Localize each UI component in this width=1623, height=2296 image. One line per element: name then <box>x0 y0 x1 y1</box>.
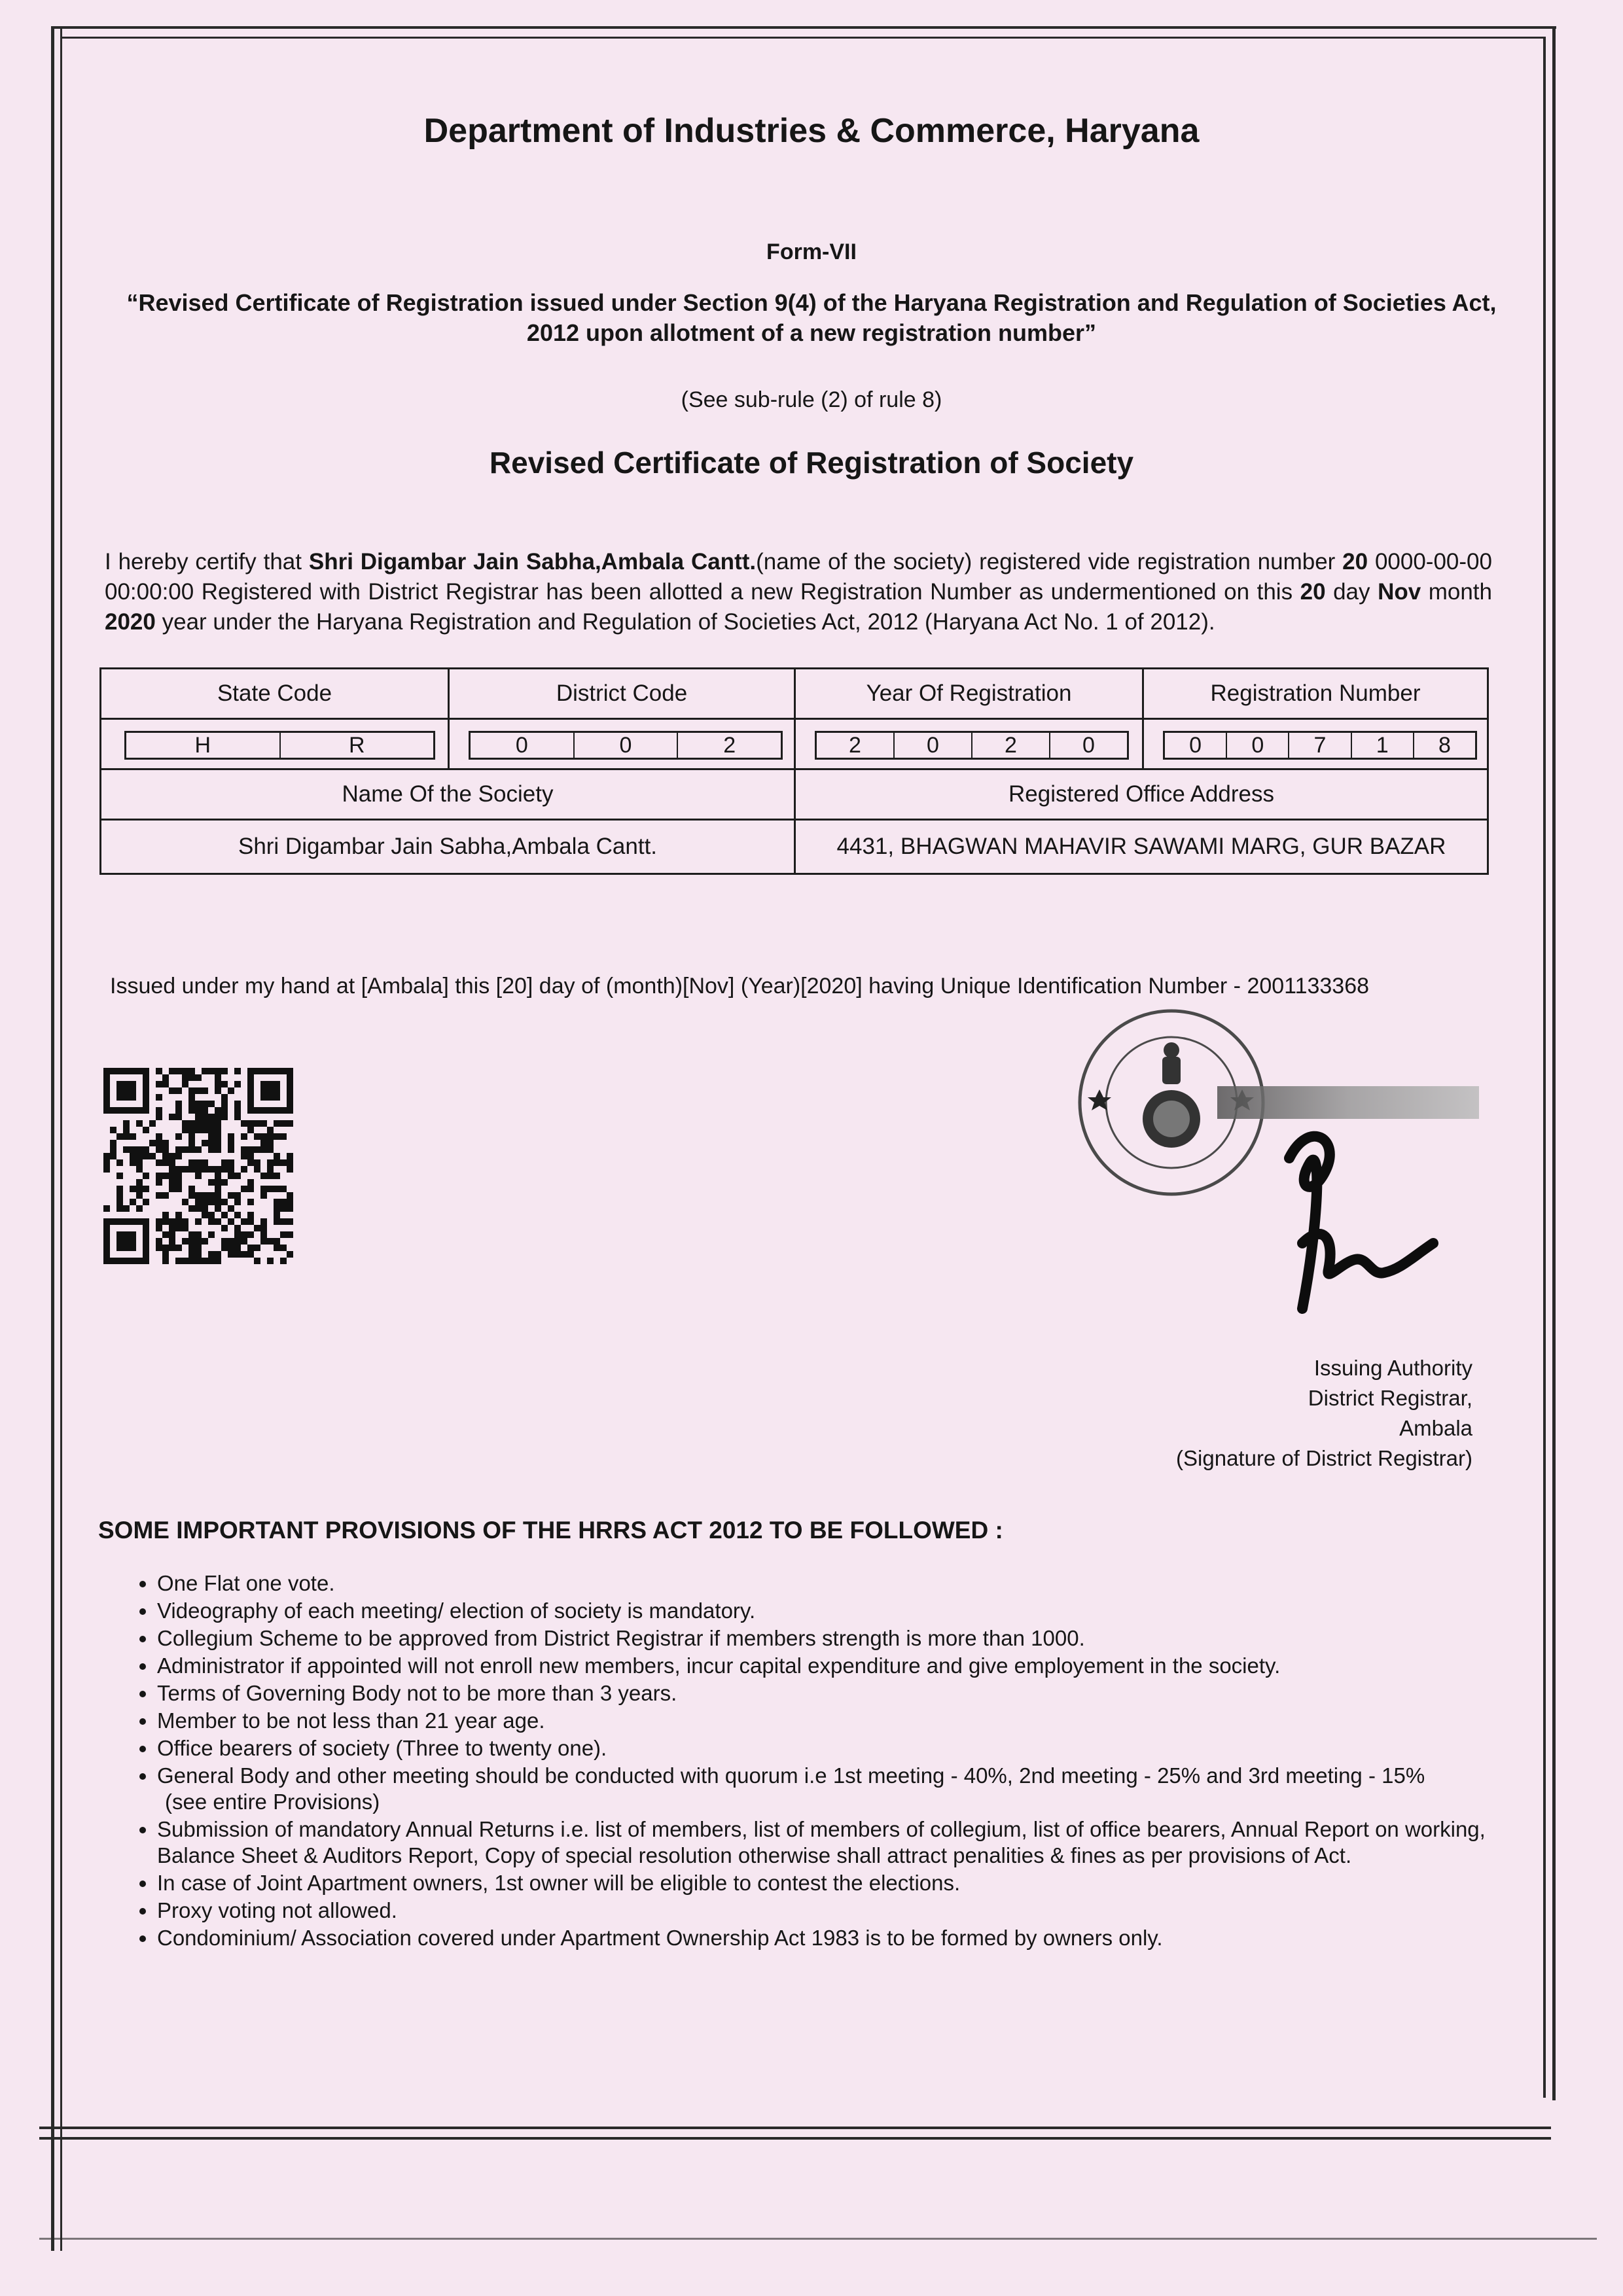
signature <box>1263 1112 1446 1322</box>
issued-statement: Issued under my hand at [Ambala] this [20] day of (month)[Nov] (Year)[2020] having Unique Identification Number - 2001133368 <box>110 974 1370 998</box>
provision-item: • Proxy voting not allowed. <box>157 1898 1499 1924</box>
year-boxes <box>815 731 1129 760</box>
state-code-boxes <box>124 731 435 760</box>
registration-number-header: Registration Number <box>1142 667 1489 720</box>
authority-line-4: (Signature of District Registrar) <box>1176 1446 1472 1470</box>
certify-text-suffix: year under the Haryana Registration and Regulation of Societies Act, 2012 (Haryana Act No. 1 of 2012). <box>155 609 1215 635</box>
office-address-header: Registered Office Address <box>794 768 1489 821</box>
registration-number-digit: 8 <box>1438 732 1451 758</box>
provision-item <box>157 1763 1499 1815</box>
authority-line-3: Ambala <box>1399 1416 1472 1440</box>
right-border-outer <box>1552 26 1556 2100</box>
provision-item-text: General Body and other meeting should be conducted with quorum i.e 1st meeting - 40%, 2nd meeting - 25% and 3rd meeting - 15% <box>157 1763 1425 1788</box>
registration-number-digit: 0 <box>1227 733 1289 758</box>
year-digit: 2 <box>972 733 1050 758</box>
left-border-inner <box>60 26 62 2251</box>
registration-number-digit: 0 <box>1165 733 1227 758</box>
provisions-title: SOME IMPORTANT PROVISIONS OF THE HRRS ACT 2012 TO BE FOLLOWED : <box>98 1517 1003 1544</box>
top-border-inner <box>60 37 1546 39</box>
year-of-registration-header: Year Of Registration <box>794 667 1144 720</box>
registration-number-digit: 7 <box>1289 733 1351 758</box>
office-address-value: 4431, BHAGWAN MAHAVIR SAWAMI MARG, GUR BAZAR <box>794 819 1489 875</box>
certify-year: 2020 <box>105 609 156 635</box>
bottom-border-outer <box>39 2137 1551 2140</box>
right-border-inner <box>1543 37 1546 2098</box>
provision-item: • One Flat one vote. <box>157 1570 1499 1597</box>
certify-month: Nov <box>1378 579 1421 605</box>
certify-text-mid1: (name of the society) registered vide registration number <box>756 549 1343 574</box>
certificate-caption: “Revised Certificate of Registration issued under Section 9(4) of the Haryana Registration and Regulation of Societies Act, 2012 upon allotment of a new registration number” <box>126 289 1497 346</box>
society-name-value: Shri Digambar Jain Sabha,Ambala Cantt. <box>99 819 796 875</box>
year-digit: 0 <box>1082 732 1095 758</box>
certify-text-mid4: month <box>1421 579 1492 605</box>
registration-number-digit: 1 <box>1352 733 1414 758</box>
provision-item: • Condominium/ Association covered under Apartment Ownership Act 1983 is to be formed by owners only. <box>157 1925 1499 1951</box>
certify-day: 20 <box>1300 579 1326 605</box>
bottom-scan-line <box>39 2238 1597 2240</box>
certification-paragraph <box>105 547 1492 637</box>
certify-society-name: Shri Digambar Jain Sabha,Ambala Cantt. <box>308 549 757 574</box>
district-code-digit: 0 <box>471 733 575 758</box>
left-border-outer <box>51 26 54 2251</box>
provision-item: • Videography of each meeting/ election of society is mandatory. <box>157 1598 1499 1624</box>
state-code-digit: H <box>126 733 281 758</box>
provision-item: • Terms of Governing Body not to be more than 3 years. <box>157 1680 1499 1706</box>
year-digit: 0 <box>895 733 972 758</box>
qr-code <box>103 1068 293 1264</box>
state-code-header: State Code <box>99 667 450 720</box>
district-code-digit: 2 <box>723 732 736 758</box>
issuing-authority-block <box>1176 1353 1472 1474</box>
department-title: Department of Industries & Commerce, Haryana <box>423 112 1200 150</box>
district-code-boxes <box>469 731 783 760</box>
certify-text-mid2: 0000-00-00 00:00:00 Registered with District Registrar has been allotted a new Registration Number as undermentioned on this <box>105 549 1492 605</box>
state-code-digit: R <box>348 732 365 758</box>
district-registrar-seal <box>1073 985 1270 1260</box>
certify-text-mid3: day <box>1325 579 1378 605</box>
provisions-note: (see entire Provisions) <box>165 1790 380 1814</box>
provision-item: • Member to be not less than 21 year age. <box>157 1708 1499 1734</box>
district-code-header: District Code <box>448 667 796 720</box>
certificate-title: Revised Certificate of Registration of Society <box>489 446 1134 480</box>
society-name-header: Name Of the Society <box>99 768 796 821</box>
certify-old-reg-number: 20 <box>1342 549 1368 574</box>
district-code-digit: 0 <box>575 733 679 758</box>
provision-item: • In case of Joint Apartment owners, 1st owner will be eligible to contest the elections. <box>157 1870 1499 1896</box>
provisions-list <box>137 1570 1499 1952</box>
authority-line-1: Issuing Authority <box>1313 1356 1472 1380</box>
registration-number-boxes <box>1163 731 1477 760</box>
form-number: Form-VII <box>766 239 857 264</box>
year-digit: 2 <box>817 733 895 758</box>
authority-line-2: District Registrar, <box>1308 1386 1472 1410</box>
provision-item: • Submission of mandatory Annual Returns i.e. list of members, list of members of collegium, list of office bearers, Annual Report on working, Balance Sheet & Auditors Report, Copy of special resolution otherwise shall attract penalities & fines as per provisions of Act. <box>157 1816 1499 1869</box>
top-border-outer <box>51 26 1556 29</box>
provision-item: • Collegium Scheme to be approved from District Registrar if members strength is more than 1000. <box>157 1625 1499 1651</box>
sub-rule-reference: (See sub-rule (2) of rule 8) <box>681 387 942 412</box>
provision-item: • Office bearers of society (Three to twenty one). <box>157 1735 1499 1761</box>
provision-item: • Administrator if appointed will not enroll new members, incur capital expenditure and give employement in the society. <box>157 1653 1499 1679</box>
certify-text-prefix: I hereby certify that <box>105 549 309 574</box>
bottom-border-inner <box>39 2127 1551 2129</box>
